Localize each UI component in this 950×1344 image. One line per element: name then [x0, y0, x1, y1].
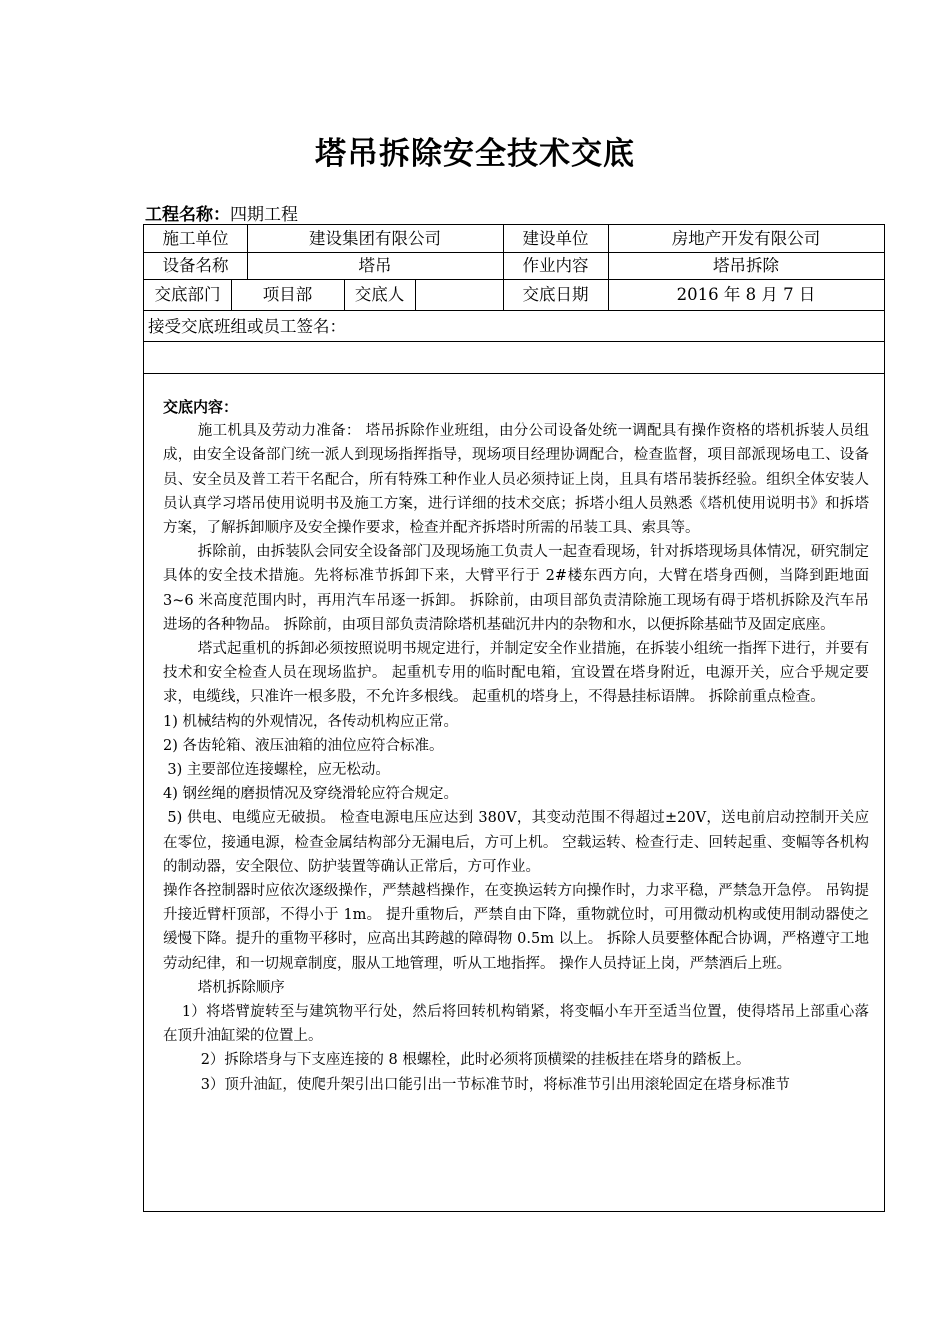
work-content-value: 塔吊拆除: [713, 256, 779, 275]
row-divider: [144, 279, 884, 280]
equipment-value: 塔吊: [358, 256, 392, 275]
briefing-date-value: 2016 年 8 月 7 日: [676, 285, 816, 304]
check-item-2: 2) 各齿轮箱、液压油箱的油位应符合标准。: [163, 737, 444, 754]
row-divider: [144, 310, 884, 311]
project-name-value: 四期工程: [230, 205, 298, 225]
sequence-step-1: 1）将塔臂旋转至与建筑物平行处，然后将回转机构销紧，将变幅小车开至适当位置，使得塔吊上部重心落在顶升油缸梁的位置上。: [163, 1004, 869, 1045]
row-divider: [144, 341, 884, 342]
build-unit-value: 房地产开发有限公司: [671, 229, 821, 248]
equipment-label: 设备名称: [162, 256, 229, 275]
signature-label: 接受交底班组或员工签名：: [148, 317, 346, 336]
row-divider: [144, 373, 884, 374]
briefing-date-label: 交底日期: [522, 285, 589, 304]
briefing-table: [143, 224, 885, 1212]
briefing-dept-label: 交底部门: [154, 285, 221, 304]
sequence-step-3: 3）顶升油缸，使爬升架引出口能引出一节标准节时，将标准节引出用滚轮固定在塔身标准节: [200, 1076, 790, 1093]
paragraph-operation: 操作各控制器时应依次逐级操作，严禁越档操作，在变换运转方向操作时，力求平稳，严禁急开急停。 吊钩提升接近臂杆顶部，不得小于 1m。 提升重物后，严禁自由下降，重物就位时，可用微动机构或使用制动器使之缓慢下降。提升的重物平移时，应高出其跨越的障碍物 0.5m 以上。 拆除人员要整体配合协调，严格遵守工地劳动纪律，和一切规章制度，服从工地管理，听从工地指挥。 操作人员持证上岗，严禁酒后上班。: [163, 883, 869, 972]
briefing-dept-value: 项目部: [262, 285, 313, 304]
build-unit-label: 建设单位: [522, 229, 589, 248]
sequence-step-2: 2）拆除塔身与下支座连接的 8 根螺栓，此时必须将顶横梁的挂板挂在塔身的踏板上。: [200, 1052, 751, 1069]
paragraph-removal-rules: 塔式起重机的拆卸必须按照说明书规定进行，并制定安全作业措施，在拆装小组统一指挥下进行，并要有技术和安全检查人员在现场监护。 起重机专用的临时配电箱，宜设置在塔身附近，电源开关，应合乎规定要求，电缆线，只准许一根多股，不允许多根线。 起重机的塔身上，不得悬挂标语牌。 拆除前重点检查。: [163, 641, 869, 706]
briefing-person-label: 交底人: [354, 285, 405, 304]
document-title: 塔吊拆除安全技术交底: [315, 136, 635, 172]
project-name-row: [145, 200, 298, 225]
check-item-3: 3) 主要部位连接螺栓，应无松动。: [167, 762, 390, 779]
briefing-content: [163, 395, 869, 1097]
project-name-label: 工程名称：: [145, 205, 230, 225]
construction-unit-value: 建设集团有限公司: [309, 229, 441, 248]
paragraph-pre-removal: 拆除前，由拆装队会同安全设备部门及现场施工负责人一起查看现场，针对拆塔现场具体情况，研究制定具体的安全技术措施。先将标准节拆卸下来，大臂平行于 2#楼东西方向，大臂在塔身西侧，当降到距地面 3~6 米高度范围内时，再用汽车吊逐一拆卸。 拆除前，由项目部负责清除施工现场有碍于塔机拆除及汽车吊进场的各种物品。 拆除前，由项目部负责清除塔机基础沉井内的杂物和水，以便拆除基础节及固定底座。: [163, 544, 869, 633]
check-item-4: 4) 钢丝绳的磨损情况及穿绕滑轮应符合规定。: [163, 786, 458, 803]
col-divider: [415, 279, 416, 310]
check-item-5: 5) 供电、电缆应无破损。 检查电源电压应达到 380V，其变动范围不得超过±20V，送电前启动控制开关应在零位，接通电源，检查金属结构部分无漏电后，方可上机。 空载运转、检查行走、回转起重、变幅等各机构的制动器，安全限位、防护装置等确认正常后，方可作业。: [163, 810, 869, 875]
construction-unit-label: 施工单位: [162, 229, 229, 248]
removal-sequence-heading: 塔机拆除顺序: [197, 979, 285, 996]
paragraph-preparation: 施工机具及劳动力准备： 塔吊拆除作业班组，由分公司设备处统一调配具有操作资格的塔机拆装人员组成，由安全设备部门统一派人到现场指挥指导，现场项目经理协调配合，检查监督，项目部派现场电工、设备员、安全员及普工若干名配合，所有特殊工种作业人员必须持证上岗，且具有塔吊装拆经验。组织全体安装人员认真学习塔吊使用说明书及施工方案，进行详细的技术交底；拆塔小组人员熟悉《塔机使用说明书》和拆塔方案，了解拆卸顺序及安全操作要求，检查并配齐拆塔时所需的吊装工具、索具等。: [163, 423, 869, 536]
content-heading: 交底内容：: [163, 398, 239, 416]
check-item-1: 1) 机械结构的外观情况，各传动机构应正常。: [163, 713, 458, 730]
work-content-label: 作业内容: [522, 256, 589, 275]
